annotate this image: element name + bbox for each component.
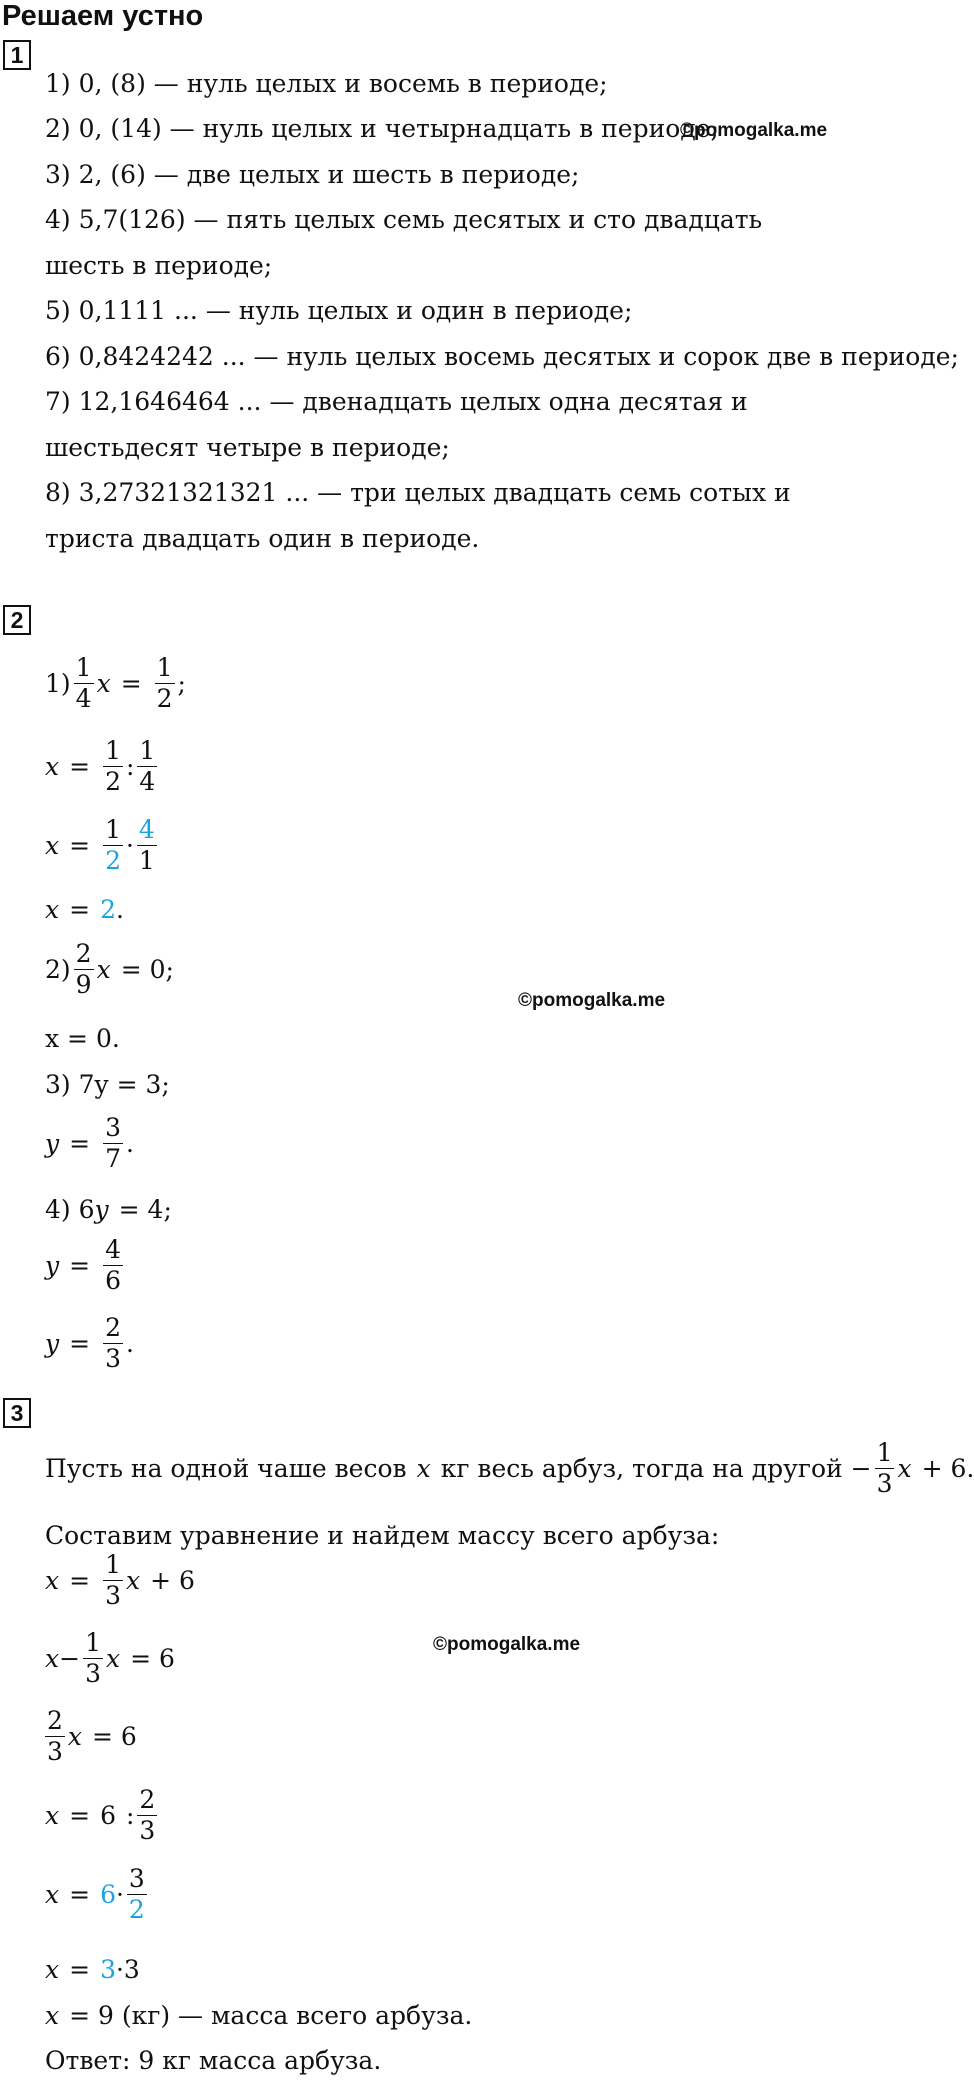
task1-line-3: 3) 2, (6) — две целых и шесть в периоде; xyxy=(45,160,580,189)
task2-eq-11: y = 2 3 . xyxy=(45,1313,134,1374)
task1-line-8: 7) 12,1646464 ... — двенадцать целых одна десятая и xyxy=(45,387,748,416)
task1-line-5: шесть в периоде; xyxy=(45,251,273,280)
task3-eq-3: 2 3 x = 6 xyxy=(47,1706,137,1767)
task2-eq-1: 1) 1 4 x = 1 2 ; xyxy=(45,653,186,714)
task3-eq-2: x − $\frac{1}{3}$ x = 6 xyxy=(45,1628,175,1689)
task2-eq-2: x = 1 2 : 1 4 xyxy=(45,736,156,797)
task2-eq-3: x = 1 2 · 4 1 xyxy=(45,815,155,876)
task-3-number: 3 xyxy=(3,1398,31,1428)
task2-eq-4: x = 2 . xyxy=(45,895,124,924)
watermark: ©pomogalka.me xyxy=(518,990,666,1011)
task1-line-4: 4) 5,7(126) — пять целых семь десятых и сто двадцать xyxy=(45,205,763,234)
task1-line-6: 5) 0,1111 ... — нуль целых и один в периоде; xyxy=(45,296,633,325)
task1-line-2: 2) 0, (14) — нуль целых и четырнадцать в периоде; xyxy=(45,114,719,143)
task2-eq-10: y = 4 6 xyxy=(45,1235,121,1296)
task3-eq-1: x = 1 3 x + 6 xyxy=(45,1550,195,1611)
task2-eq-7: 3) 7y = 3; xyxy=(45,1070,170,1099)
task1-line-11: триста двадцать один в периоде. xyxy=(45,524,480,553)
task3-eq-7: x = 9 (кг) — масса всего арбуза. xyxy=(45,2001,473,2030)
page-title: Решаем устно xyxy=(2,0,204,32)
task3-intro: Пусть на одной чаше весов x кг весь арбуз, тогда на другой − $\frac{1}{3}$ x + 6. xyxy=(45,1438,974,1499)
task2-eq-5: 2) 2 9 x = 0; xyxy=(45,939,174,1000)
watermark: ©pomogalka.me xyxy=(433,1634,581,1655)
task1-line-9: шестьдесят четыре в периоде; xyxy=(45,433,450,462)
task2-eq-6: x = 0. xyxy=(45,1024,120,1053)
task3-eq-6: x = 3 · 3 xyxy=(45,1955,140,1984)
task1-line-10: 8) 3,27321321321 ... — три целых двадцать семь сотых и xyxy=(45,478,791,507)
task1-line-1: 1) 0, (8) — нуль целых и восемь в периоде; xyxy=(45,69,608,98)
task3-eq-4: x = 6 : 2 3 xyxy=(45,1785,156,1846)
task-1-number: 1 xyxy=(3,40,31,70)
task2-eq-9: 4) 6 y = 4; xyxy=(45,1195,172,1224)
task-2-number: 2 xyxy=(3,605,31,635)
task2-eq-8: y = 3 7 . xyxy=(45,1113,134,1174)
task1-line-7: 6) 0,8424242 ... — нуль целых восемь десятых и сорок две в периоде; xyxy=(45,342,959,371)
task3-eq-5: x = 6 · 3 2 xyxy=(45,1864,145,1925)
task3-answer: Ответ: 9 кг масса арбуза. xyxy=(45,2046,382,2075)
watermark: ©pomogalka.me xyxy=(680,120,828,141)
task3-line-2: Составим уравнение и найдем массу всего арбуза: xyxy=(45,1521,720,1550)
